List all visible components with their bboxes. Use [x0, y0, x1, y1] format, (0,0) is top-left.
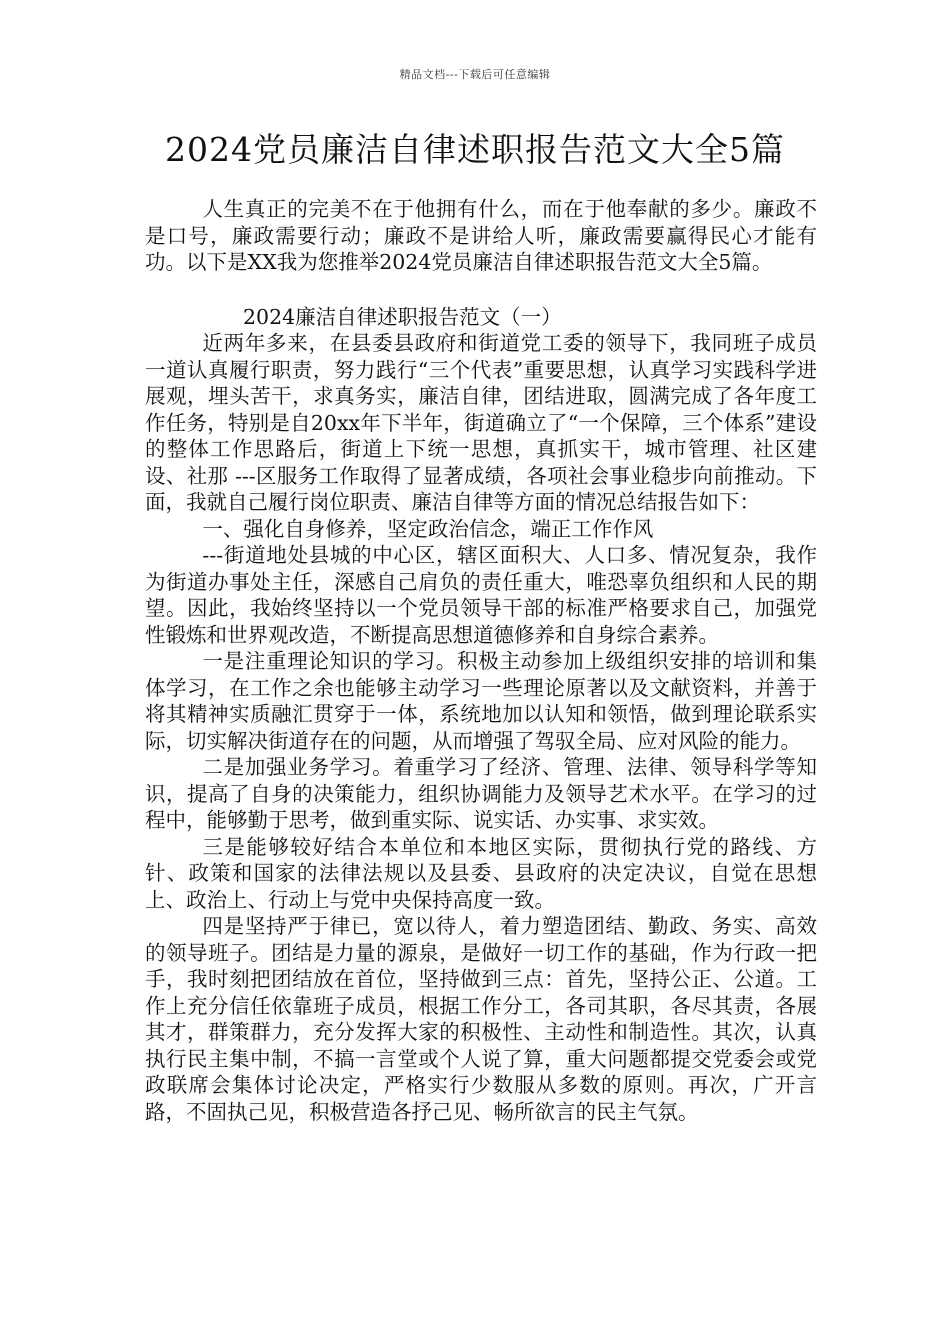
- body-paragraph: 近两年多来，在县委县政府和街道党工委的领导下，我同班子成员一道认真履行职责，努力践行“三个代表”重要思想，认真学习实践科学进展观，埋头苦干，求真务实，廉洁自律，团结进取，圆满完成了各年度工作任务，特别是自20xx年下半年，街道确立了“一个保障，三个体系”建设的整体工作思路后，街道上下统一思想，真抓实干，城市管理、社区建设、社那 ---区服务工作取得了显著成绩，各项社会事业稳步向前推动。下面，我就自己履行岗位职责、廉洁自律等方面的情况总结报告如下：: [145, 331, 817, 514]
- document-title: 2024党员廉洁自律述职报告范文大全5篇: [165, 130, 785, 169]
- body-paragraph: ---街道地处县城的中心区，辖区面积大、人口多、情况复杂，我作为街道办事处主任，深感自己肩负的责任重大，唯恐辜负组织和人民的期望。因此，我始终坚持以一个党员领导干部的标准严格要求自己，加强党性锻炼和世界观改造，不断提高思想道德修养和自身综合素养。: [145, 543, 817, 647]
- body-paragraph: 四是坚持严于律已，宽以待人，着力塑造团结、勤政、务实、高效的领导班子。团结是力量的源泉，是做好一切工作的基础，作为行政一把手，我时刻把团结放在首位，坚持做到三点：首先，坚持公正、公道。工作上充分信任依靠班子成员，根据工作分工，各司其职，各尽其责，各展其才，群策群力，充分发挥大家的积极性、主动性和制造性。其次，认真执行民主集中制，不搞一言堂或个人说了算，重大问题都提交党委会或党政联席会集体讨论决定，严格实行少数服从多数的原则。再次，广开言路，不固执己见，积极营造各抒己见、畅所欲言的民主气氛。: [145, 914, 817, 1124]
- intro-paragraph: 人生真正的完美不在于他拥有什么，而在于他奉献的多少。廉政不是口号，廉政需要行动；廉政不是讲给人听，廉政需要赢得民心才能有功。以下是XX我为您推举2024党员廉洁自律述职报告范文大全5篇。: [145, 197, 817, 274]
- document-body: [145, 196, 817, 1125]
- body-paragraph: 三是能够较好结合本单位和本地区实际，贯彻执行党的路线、方针、政策和国家的法律法规以及县委、县政府的决定决议，自觉在思想上、政治上、行动上与党中央保持高度一致。: [145, 834, 817, 912]
- body-paragraph: 二是加强业务学习。着重学习了经济、管理、法律、领导科学等知识，提高了自身的决策能力，组织协调能力及领导艺术水平。在学习的过程中，能够勤于思考，做到重实际、说实话、办实事、求实效。: [145, 755, 817, 832]
- header-note: 精品文档---下载后可任意编辑: [399, 68, 551, 81]
- section-title: 2024廉洁自律述职报告范文（一）: [243, 304, 562, 329]
- body-paragraph: 一是注重理论知识的学习。积极主动参加上级组织安排的培训和集体学习，在工作之余也能够主动学习一些理论原著以及文献资料，并善于将其精神实质融汇贯穿于一体，系统地加以认知和领悟，做到理论联系实际，切实解决街道存在的问题，从而增强了驾驭全局、应对风险的能力。: [145, 649, 817, 753]
- section-heading: 一、强化自身修养，坚定政治信念，端正工作作风: [202, 516, 654, 541]
